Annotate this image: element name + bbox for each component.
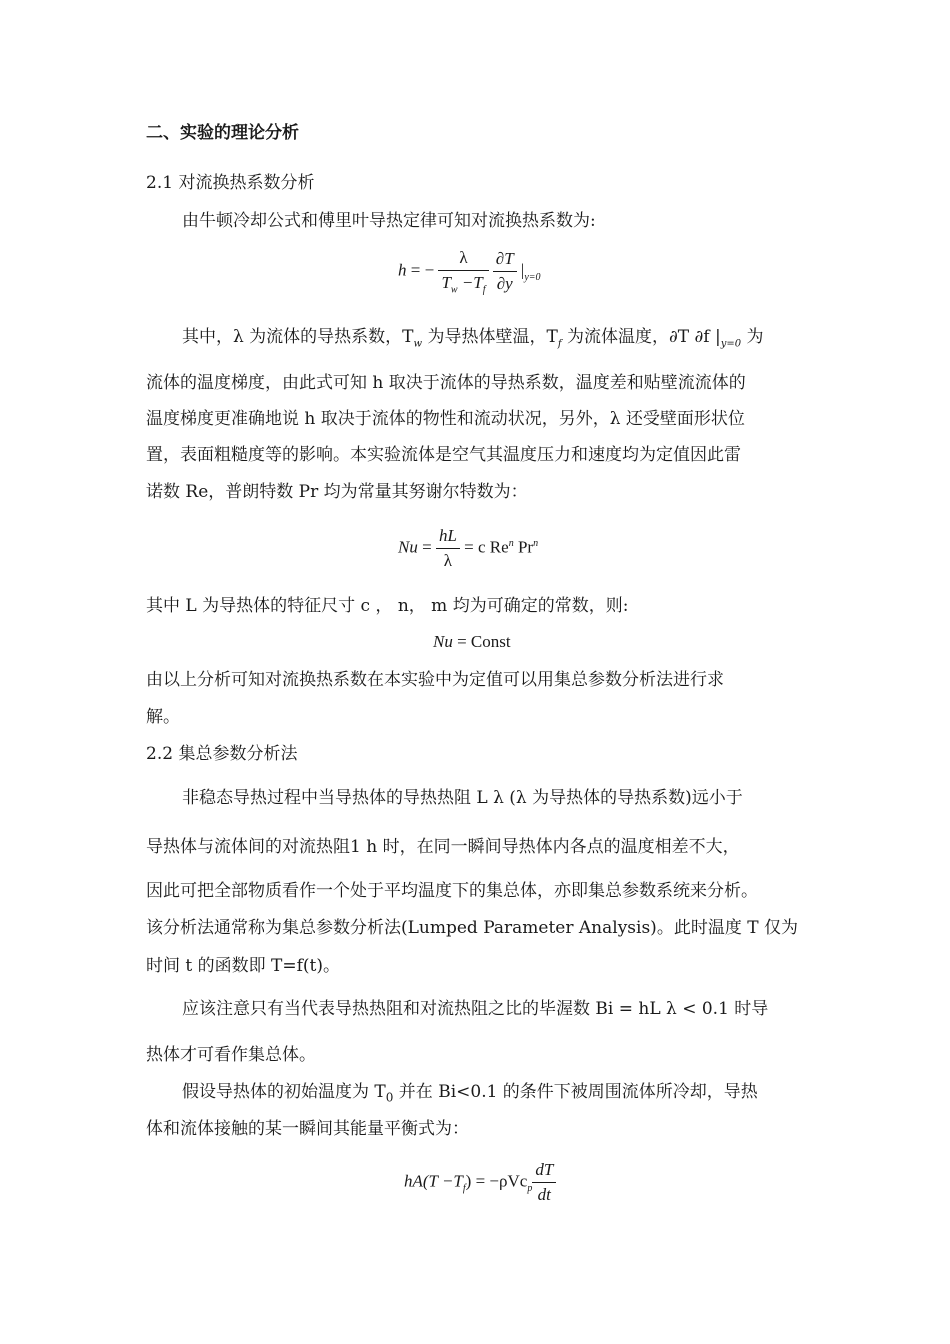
eq1-lhs: h (398, 260, 407, 280)
eq4-sub-f: f (462, 1182, 466, 1194)
eq1-den1-sub-a: w (450, 284, 458, 296)
paragraph-3: 其中 L 为导热体的特征尺寸 c ， n， m 均为可确定的常数，则: (146, 596, 629, 616)
section-heading: 二、实验的理论分析 (146, 123, 299, 143)
paragraph-5-line-5: 时间 t 的函数即 T=f(t)。 (146, 956, 341, 976)
paragraph-6-line-1: 应该注意只有当代表导热热阻和对流热阻之比的毕渥数 Bi = hL λ < 0.1 时导 (182, 999, 769, 1019)
eq2-sup-n1: n (508, 537, 514, 549)
paragraph-5-line-1: 非稳态导热过程中当导热体的导热热阻 L λ (λ 为导热体的导热系数)远小于 (182, 788, 743, 808)
eq1-fraction-2 (493, 249, 517, 294)
eq2-num: hL (436, 526, 460, 549)
paragraph-2-line-1 (182, 326, 764, 355)
p2-mid2: 为流体温度，∂T ∂f | (561, 327, 721, 347)
eq4-sub-p: p (527, 1182, 533, 1194)
eq2-lhs: Nu (398, 537, 418, 557)
p2-sub-f: f (557, 338, 562, 350)
eq1-fraction-1 (438, 248, 488, 295)
paragraph-5-line-4: 该分析法通常称为集总参数分析法(Lumped Parameter Analysis)。此时温度 T 仅为 (146, 918, 798, 938)
equation-heat-transfer-coefficient (398, 248, 541, 295)
paragraph-7-line-1 (182, 1081, 758, 1108)
eq2-eq: = (417, 537, 436, 557)
eq4-mid: ) = −ρVc (465, 1171, 528, 1191)
eq2-rhs: = c Re (459, 537, 509, 557)
eq1-den1 (438, 271, 488, 295)
p2-tail: 为 (741, 327, 764, 347)
equation-nu-const (433, 632, 511, 652)
eq1-bar: | (520, 260, 525, 280)
eq1-num2: ∂T (493, 249, 517, 272)
eq1-eq: = − (410, 260, 435, 280)
eq1-num1: λ (438, 248, 488, 271)
paragraph-1: 由牛顿冷却公式和傅里叶导热定律可知对流换热系数为: (182, 211, 596, 231)
eq4-lhs: hA(T −T (404, 1171, 463, 1191)
paragraph-2-line-4: 置，表面粗糙度等的影响。本实验流体是空气其温度压力和速度均为定值因此雷 (146, 445, 741, 465)
paragraph-4-line-1: 由以上分析可知对流换热系数在本实验中为定值可以用集总参数分析法进行求 (146, 670, 724, 690)
eq1-sub: y=0 (524, 272, 541, 283)
paragraph-5-line-2: 导热体与流体间的对流热阻1 h 时，在同一瞬间导热体内各点的温度相差不大， (146, 837, 740, 857)
eq3-rhs: = Const (452, 632, 511, 651)
equation-energy-balance (404, 1160, 556, 1205)
eq4-fraction (532, 1160, 556, 1205)
eq1-den2: ∂y (496, 274, 513, 294)
section-title-2-2: 2.2 集总参数分析法 (146, 744, 298, 764)
p7-line-1-text: 假设导热体的初始温度为 T (182, 1082, 386, 1102)
paragraph-4-line-2: 解。 (146, 707, 180, 727)
p2-mid1: 为导热体壁温，T (422, 327, 558, 347)
p7-sub0: 0 (385, 1090, 394, 1105)
eq2-rhs2: Pr (513, 537, 534, 557)
p2-sub-y0: y=0 (720, 338, 742, 350)
p7-tail: 并在 Bi<0.1 的条件下被周围流体所冷却，导热 (393, 1082, 758, 1102)
p2-line-1-text: 其中，λ 为流体的导热系数，T (182, 327, 414, 347)
paragraph-5-line-3: 因此可把全部物质看作一个处于平均温度下的集总体，亦即集总参数系统来分析。 (146, 881, 758, 901)
paragraph-2-line-5: 诺数 Re，普朗特数 Pr 均为常量其努谢尔特数为： (146, 482, 528, 502)
paragraph-6-line-2: 热体才可看作集总体。 (146, 1045, 316, 1065)
eq1-den1-sub-b: f (482, 284, 486, 296)
eq4-den: dt (537, 1185, 551, 1204)
eq1-den1-a: T (441, 273, 451, 292)
p2-sub-w: w (413, 338, 423, 350)
equation-nusselt (398, 526, 538, 571)
section-title-2-1: 2.1 对流换热系数分析 (146, 173, 315, 193)
paragraph-2-line-3: 温度梯度更准确地说 h 取决于流体的物性和流动状况，另外，λ 还受壁面形状位 (146, 409, 745, 429)
eq4-num: dT (532, 1160, 556, 1183)
paragraph-7-line-2: 体和流体接触的某一瞬间其能量平衡式为： (146, 1119, 469, 1139)
eq1-den1-mid: −T (457, 273, 483, 292)
paragraph-2-line-2: 流体的温度梯度，由此式可知 h 取决于流体的导热系数，温度差和贴壁流流体的 (146, 373, 746, 393)
eq2-sup-n2: n (533, 537, 539, 549)
eq2-fraction (436, 526, 460, 571)
eq2-den: λ (443, 551, 453, 570)
eq3-lhs: Nu (433, 632, 453, 651)
